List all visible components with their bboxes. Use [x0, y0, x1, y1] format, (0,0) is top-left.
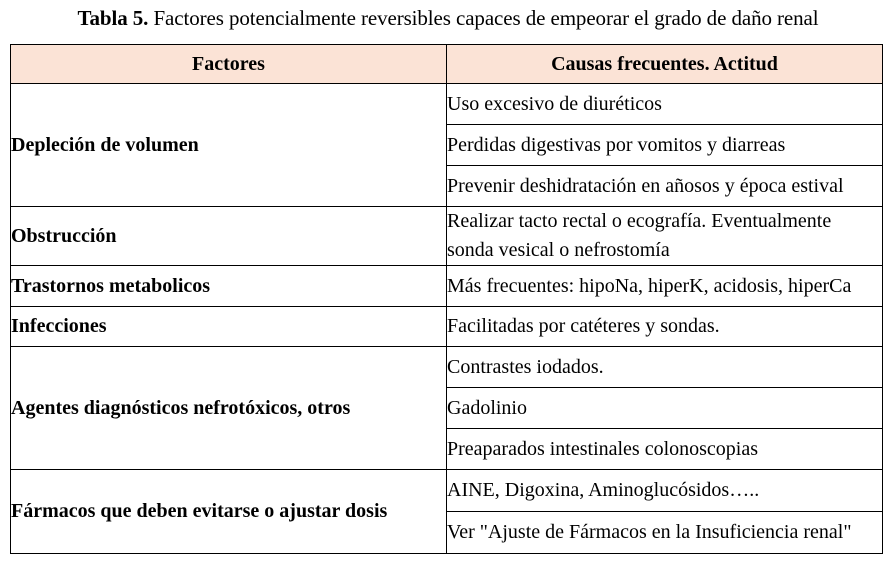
factor-cell: Agentes diagnósticos nefrotóxicos, otros: [11, 347, 447, 470]
factor-cell: Obstrucción: [11, 207, 447, 266]
cause-cell: AINE, Digoxina, Aminoglucósidos…..: [447, 470, 883, 512]
table-row: [11, 470, 883, 512]
header-causas: Causas frecuentes. Actitud: [447, 45, 883, 84]
cause-cell: Uso excesivo de diuréticos: [447, 84, 883, 125]
caption-text: Factores potencialmente reversibles capaces de empeorar el grado de daño renal: [148, 6, 819, 30]
cause-cell: Más frecuentes: hipoNa, hiperK, acidosis, hiperCa: [447, 266, 883, 307]
cause-cell: Gadolinio: [447, 388, 883, 429]
table-row: [11, 266, 883, 307]
table-row: [11, 307, 883, 347]
cause-cell: Realizar tacto rectal o ecografía. Eventualmente sonda vesical o nefrostomía: [447, 207, 883, 266]
factors-table: [10, 44, 883, 554]
cause-cell: Preaparados intestinales colonoscopias: [447, 429, 883, 470]
header-factores: Factores: [11, 45, 447, 84]
table-row: [11, 84, 883, 125]
cause-cell: Ver "Ajuste de Fármacos en la Insuficiencia renal": [447, 512, 883, 554]
factor-cell: Fármacos que deben evitarse o ajustar dosis: [11, 470, 447, 554]
cause-cell: Facilitadas por catéteres y sondas.: [447, 307, 883, 347]
table-caption: [0, 6, 896, 31]
cause-cell: Prevenir deshidratación en añosos y época estival: [447, 166, 883, 207]
header-row: [11, 45, 883, 84]
factor-cell: Infecciones: [11, 307, 447, 347]
caption-label: Tabla 5.: [77, 6, 149, 30]
table-row: [11, 347, 883, 388]
table-row: [11, 207, 883, 266]
cause-cell: Contrastes iodados.: [447, 347, 883, 388]
factor-cell: Depleción de volumen: [11, 84, 447, 207]
factor-cell: Trastornos metabolicos: [11, 266, 447, 307]
cause-cell: Perdidas digestivas por vomitos y diarreas: [447, 125, 883, 166]
